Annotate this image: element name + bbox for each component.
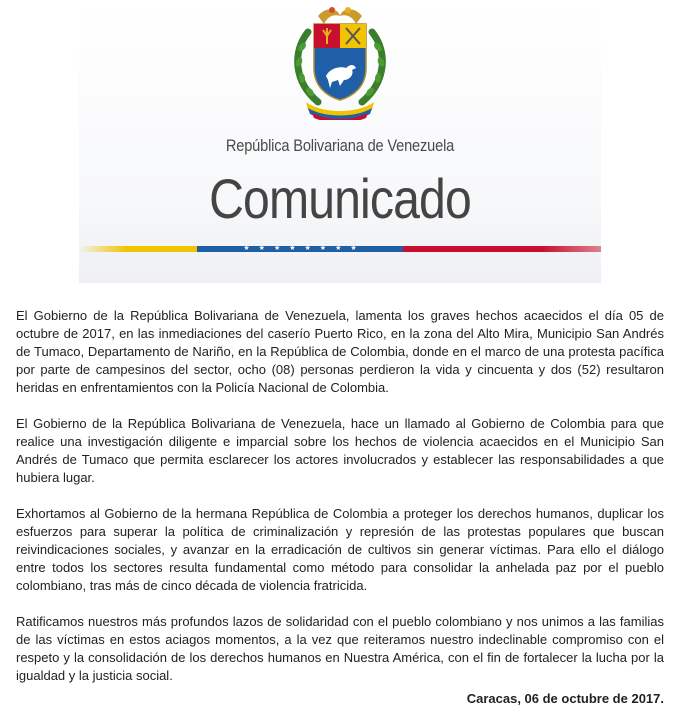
page-title: Comunicado — [209, 167, 471, 230]
stars-row — [197, 244, 403, 254]
place-date-signature: Caracas, 06 de octubre de 2017. — [466, 691, 664, 706]
star-icon: ★ — [273, 245, 281, 252]
star-icon: ★ — [289, 245, 296, 252]
star-icon: ★ — [304, 245, 311, 252]
flag-yellow-stripe — [79, 246, 197, 252]
flag-color-bar — [79, 246, 601, 252]
paragraph: El Gobierno de la República Bolivariana de Venezuela, hace un llamado al Gobierno de Colombia para que realice una investigación diligente e imparcial sobre los hechos de violencia acaecidos en el Municipio San Andrés de Tumaco que permita esclarecer los actores involucrados y establecer las responsabilidades a que hubiera lugar. — [16, 416, 664, 485]
star-icon: ★ — [243, 245, 250, 252]
star-icon: ★ — [258, 245, 265, 252]
paragraph: El Gobierno de la República Bolivariana de Venezuela, lamenta los graves hechos acaecidos el día 05 de octubre de 2017, en las inmediaciones del caserío Puerto Rico, en la zona del Alto Mira, Municipio San Andrés de Tumaco, Departamento de Nariño, en la República de Colombia, donde en el marco de una protesta pacífica por parte de campesinos del sector, ocho (08) personas perdieron la vida y cincuenta y dos (52) resultaron heridas en enfrentamientos con la Policía Nacional de Colombia. — [16, 308, 664, 395]
star-icon: ★ — [350, 245, 357, 252]
communique-banner — [79, 0, 601, 283]
country-name: República Bolivariana de Venezuela — [225, 136, 455, 155]
star-icon: ★ — [319, 245, 327, 252]
flag-blue-stripe — [197, 246, 403, 252]
star-icon: ★ — [335, 245, 342, 252]
paragraph: Ratificamos nuestros más profundos lazos de solidaridad con el pueblo colombiano y nos unimos a las familias de las víctimas en estos aciagos momentos, a la vez que reiteramos nuestro indeclinable compromiso con el respeto y la consolidación de los derechos humanos en Nuestra América, con el fin de fortalecer la lucha por la igualdad y la justicia social. — [16, 614, 664, 683]
coat-of-arms-icon — [288, 2, 392, 120]
flag-red-stripe — [403, 246, 601, 252]
paragraph: Exhortamos al Gobierno de la hermana República de Colombia a proteger los derechos humanos, duplicar los esfuerzos para superar la política de criminalización y represión de las protestas populares que buscan reivindicaciones sociales, y avanzar en la erradicación de cultivos sin generar víctimas. Para ello el diálogo entre todos los sectores resulta fundamental como método para consolidar la anhelada paz por el pueblo colombiano, tras más de cinco década de violencia fratricida. — [16, 506, 664, 593]
communique-body — [16, 307, 664, 703]
